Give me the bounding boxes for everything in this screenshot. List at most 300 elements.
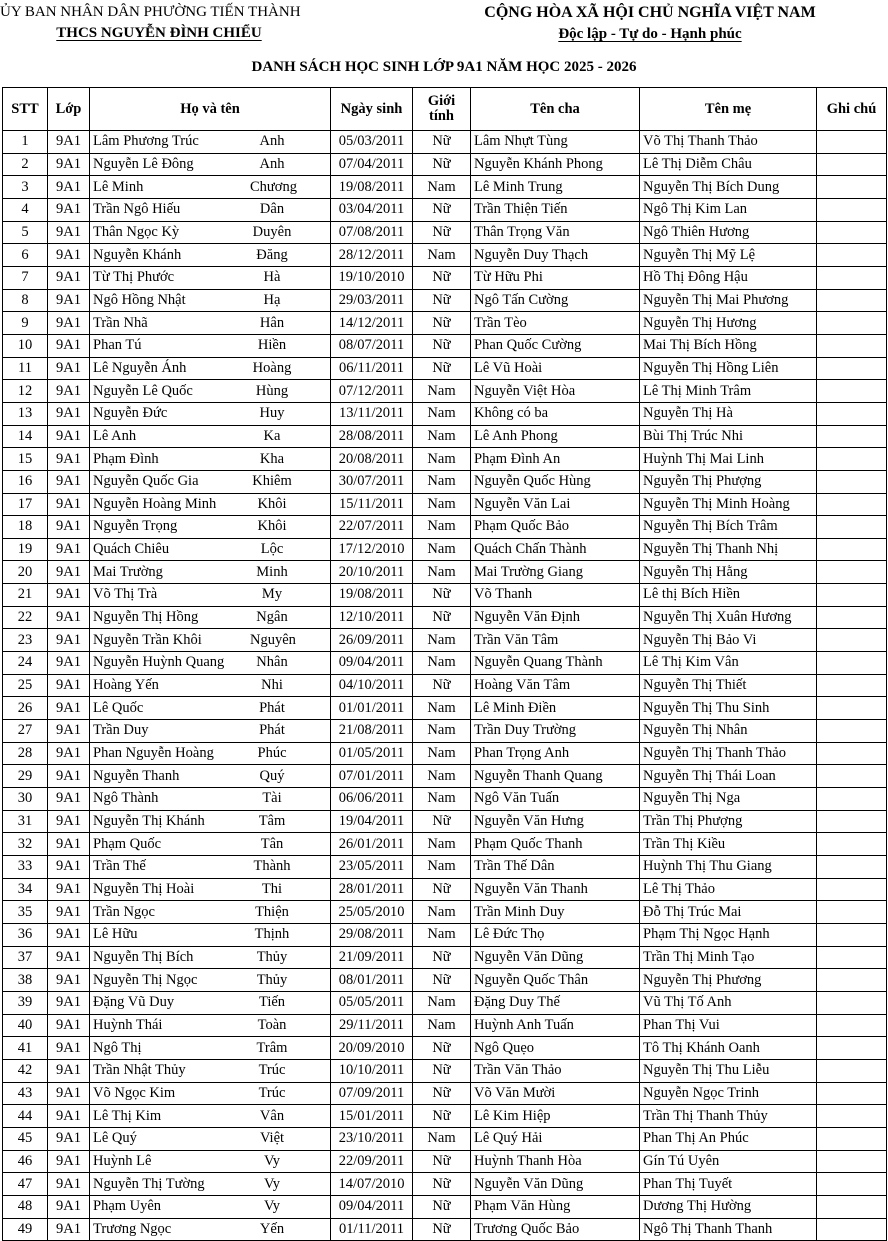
cell-mother: Trần Thị Kiều [640,833,817,856]
gender-header-line2: tính [429,108,454,124]
cell-class: 9A1 [48,289,90,312]
cell-class: 9A1 [48,1014,90,1037]
table-row [3,1082,887,1105]
cell-family-name: Nguyễn Đức [93,405,168,422]
cell-gender: Nữ [413,221,471,244]
cell-stt: 31 [3,810,48,833]
cell-dob: 10/10/2011 [331,1059,413,1082]
cell-mother: Gín Tú Uyên [640,1150,817,1173]
cell-note [817,470,887,493]
cell-father: Nguyễn Văn Dũng [471,946,640,969]
cell-name [90,1173,331,1196]
cell-stt: 14 [3,425,48,448]
cell-class: 9A1 [48,946,90,969]
cell-class: 9A1 [48,788,90,811]
cell-stt: 24 [3,652,48,675]
cell-gender: Nam [413,720,471,743]
cell-class: 9A1 [48,470,90,493]
cell-name [90,244,331,267]
cell-stt: 19 [3,538,48,561]
cell-father: Trần Văn Tâm [471,629,640,652]
cell-class: 9A1 [48,856,90,879]
cell-stt: 16 [3,470,48,493]
cell-father: Nguyễn Quang Thành [471,652,640,675]
cell-dob: 20/10/2011 [331,561,413,584]
cell-given-name: Yến [259,1220,285,1237]
cell-dob: 23/10/2011 [331,1127,413,1150]
cell-mother: Dương Thị Hường [640,1195,817,1218]
cell-name [90,198,331,221]
cell-gender: Nam [413,742,471,765]
cell-father: Nguyễn Thanh Quang [471,765,640,788]
cell-given-name: Thiện [255,903,289,920]
cell-mother: Võ Thị Thanh Thảo [640,131,817,154]
cell-dob: 29/11/2011 [331,1014,413,1037]
cell-stt: 41 [3,1037,48,1060]
cell-family-name: Phạm Quốc [93,835,162,852]
cell-class: 9A1 [48,176,90,199]
student-table [2,87,887,1241]
cell-dob: 07/08/2011 [331,221,413,244]
cell-dob: 29/03/2011 [331,289,413,312]
cell-note [817,833,887,856]
cell-family-name: Nguyễn Thanh [93,767,180,784]
table-row [3,810,887,833]
cell-name [90,788,331,811]
cell-family-name: Võ Thị Trà [93,586,158,603]
cell-gender: Nữ [413,1150,471,1173]
cell-family-name: Quách Chiêu [93,541,170,558]
table-row [3,448,887,471]
table-row [3,470,887,493]
cell-stt: 15 [3,448,48,471]
cell-mother: Nguyễn Thị Hà [640,402,817,425]
cell-stt: 20 [3,561,48,584]
cell-given-name: Thi [261,880,283,897]
cell-given-name: Quý [259,767,285,784]
cell-note [817,629,887,652]
table-row [3,652,887,675]
cell-gender: Nam [413,516,471,539]
table-row [3,1059,887,1082]
cell-name [90,153,331,176]
col-header-dob: Ngày sinh [331,88,413,131]
cell-mother: Phan Thị Vui [640,1014,817,1037]
cell-family-name: Huỳnh Thái [93,1016,163,1033]
cell-gender: Nam [413,652,471,675]
table-row [3,878,887,901]
cell-class: 9A1 [48,266,90,289]
cell-gender: Nam [413,244,471,267]
cell-given-name: Thủy [256,971,288,988]
cell-gender: Nữ [413,606,471,629]
cell-family-name: Nguyễn Thị Bích [93,948,194,965]
school-name: THCS NGUYỄN ĐÌNH CHIỂU [56,25,262,41]
cell-mother: Nguyễn Thị Minh Hoàng [640,493,817,516]
cell-dob: 07/04/2011 [331,153,413,176]
table-row [3,425,887,448]
cell-name [90,516,331,539]
cell-name [90,1082,331,1105]
cell-father: Mai Trường Giang [471,561,640,584]
table-row [3,357,887,380]
cell-note [817,244,887,267]
cell-gender: Nam [413,1014,471,1037]
cell-note [817,198,887,221]
cell-given-name: Khôi [257,495,287,512]
cell-dob: 21/09/2011 [331,946,413,969]
cell-class: 9A1 [48,765,90,788]
cell-father: Phạm Đình An [471,448,640,471]
gender-header-line1: Giới [427,93,456,109]
cell-given-name: Vy [263,1152,281,1169]
cell-stt: 1 [3,131,48,154]
cell-note [817,856,887,879]
cell-mother: Nguyễn Thị Thanh Thảo [640,742,817,765]
cell-mother: Lê Thị Kim Vân [640,652,817,675]
cell-class: 9A1 [48,606,90,629]
table-row [3,584,887,607]
col-header-stt: STT [3,88,48,131]
cell-family-name: Lê Quý [93,1130,137,1147]
cell-family-name: Nguyễn Quốc Gia [93,473,199,490]
document-title: DANH SÁCH HỌC SINH LỚP 9A1 NĂM HỌC 2025 - 2026 [251,59,637,75]
cell-family-name: Trần Ngọc [93,903,155,920]
cell-class: 9A1 [48,131,90,154]
cell-father: Lê Đức Thọ [471,923,640,946]
cell-family-name: Nguyễn Huỳnh Quang [93,654,225,671]
cell-family-name: Nguyễn Lê Đông [93,155,194,172]
cell-note [817,357,887,380]
cell-given-name: Vy [263,1175,281,1192]
cell-class: 9A1 [48,312,90,335]
cell-family-name: Trương Ngọc [93,1220,172,1237]
cell-mother: Lê Thị Diễm Châu [640,153,817,176]
cell-father: Lâm Nhựt Tùng [471,131,640,154]
cell-note [817,538,887,561]
cell-name [90,1218,331,1241]
cell-stt: 43 [3,1082,48,1105]
cell-name [90,131,331,154]
cell-family-name: Lâm Phương Trúc [93,133,199,150]
col-header-name: Họ và tên [90,88,331,131]
cell-gender: Nam [413,991,471,1014]
cell-given-name: Tài [262,790,282,807]
cell-family-name: Nguyễn Thị Hồng [93,609,199,626]
cell-gender: Nữ [413,312,471,335]
cell-dob: 19/08/2011 [331,584,413,607]
cell-family-name: Mai Trường [93,563,163,580]
cell-gender: Nữ [413,1037,471,1060]
cell-father: Huỳnh Anh Tuấn [471,1014,640,1037]
table-row [3,697,887,720]
cell-mother: Nguyễn Thị Thu Sinh [640,697,817,720]
cell-dob: 13/11/2011 [331,402,413,425]
cell-gender: Nam [413,697,471,720]
cell-given-name: Duyên [252,223,292,240]
cell-note [817,991,887,1014]
table-row [3,1150,887,1173]
table-row [3,1195,887,1218]
cell-name [90,969,331,992]
cell-dob: 30/07/2011 [331,470,413,493]
cell-name [90,810,331,833]
cell-father: Lê Minh Điền [471,697,640,720]
cell-name [90,1195,331,1218]
cell-note [817,606,887,629]
cell-stt: 33 [3,856,48,879]
cell-given-name: Hà [263,269,281,286]
cell-given-name: Tân [260,835,284,852]
cell-gender: Nữ [413,153,471,176]
cell-class: 9A1 [48,720,90,743]
cell-dob: 23/05/2011 [331,856,413,879]
cell-gender: Nữ [413,1059,471,1082]
cell-father: Trần Thiện Tiến [471,198,640,221]
cell-class: 9A1 [48,969,90,992]
cell-given-name: My [261,586,283,603]
table-row [3,289,887,312]
cell-mother: Lê thị Bích Hiền [640,584,817,607]
cell-gender: Nam [413,765,471,788]
cell-class: 9A1 [48,991,90,1014]
cell-father: Đặng Duy Thế [471,991,640,1014]
cell-gender: Nữ [413,1218,471,1241]
table-row [3,606,887,629]
cell-family-name: Ngô Hồng Nhật [93,291,186,308]
cell-given-name: Hạ [263,291,281,308]
cell-note [817,493,887,516]
cell-class: 9A1 [48,357,90,380]
cell-gender: Nam [413,923,471,946]
cell-note [817,1173,887,1196]
cell-class: 9A1 [48,1105,90,1128]
cell-stt: 22 [3,606,48,629]
cell-name [90,606,331,629]
cell-dob: 01/05/2011 [331,742,413,765]
cell-family-name: Trần Nhã [93,314,148,331]
cell-mother: Đỗ Thị Trúc Mai [640,901,817,924]
cell-stt: 36 [3,923,48,946]
cell-father: Võ Văn Mười [471,1082,640,1105]
cell-dob: 05/05/2011 [331,991,413,1014]
cell-gender: Nữ [413,357,471,380]
cell-gender: Nữ [413,969,471,992]
cell-father: Nguyễn Việt Hòa [471,380,640,403]
cell-name [90,470,331,493]
cell-mother: Ngô Thị Kim Lan [640,198,817,221]
cell-family-name: Huỳnh Lê [93,1152,152,1169]
cell-name [90,448,331,471]
cell-name [90,402,331,425]
cell-gender: Nam [413,425,471,448]
cell-mother: Nguyễn Thị Thái Loan [640,765,817,788]
cell-dob: 14/12/2011 [331,312,413,335]
cell-family-name: Nguyễn Thị Tường [93,1175,205,1192]
cell-gender: Nam [413,856,471,879]
table-row [3,1127,887,1150]
cell-stt: 30 [3,788,48,811]
col-header-note: Ghi chú [817,88,887,131]
cell-note [817,1195,887,1218]
cell-mother: Lê Thị Thảo [640,878,817,901]
cell-gender: Nữ [413,1173,471,1196]
cell-note [817,221,887,244]
cell-family-name: Nguyễn Hoàng Minh [93,495,217,512]
cell-family-name: Nguyễn Thị Khánh [93,813,205,830]
cell-gender: Nữ [413,584,471,607]
table-row [3,742,887,765]
cell-father: Phạm Quốc Bảo [471,516,640,539]
table-row [3,1173,887,1196]
cell-gender: Nữ [413,1082,471,1105]
cell-mother: Huỳnh Thị Mai Linh [640,448,817,471]
cell-note [817,1082,887,1105]
cell-class: 9A1 [48,244,90,267]
cell-father: Quách Chấn Thành [471,538,640,561]
cell-note [817,810,887,833]
cell-family-name: Nguyễn Lê Quốc [93,382,193,399]
cell-name [90,289,331,312]
cell-given-name: Ka [263,427,281,444]
cell-gender: Nữ [413,198,471,221]
cell-name [90,312,331,335]
cell-note [817,448,887,471]
table-row [3,380,887,403]
cell-father: Thân Trọng Văn [471,221,640,244]
table-row [3,856,887,879]
cell-mother: Bùi Thị Trúc Nhi [640,425,817,448]
cell-mother: Lê Thị Minh Trâm [640,380,817,403]
cell-dob: 06/11/2011 [331,357,413,380]
cell-family-name: Đặng Vũ Duy [93,994,175,1011]
cell-stt: 3 [3,176,48,199]
cell-stt: 28 [3,742,48,765]
cell-father: Ngô Văn Tuấn [471,788,640,811]
cell-stt: 44 [3,1105,48,1128]
cell-father: Phan Trọng Anh [471,742,640,765]
cell-stt: 47 [3,1173,48,1196]
cell-dob: 09/04/2011 [331,652,413,675]
cell-mother: Nguyễn Thị Thanh Nhị [640,538,817,561]
cell-gender: Nam [413,901,471,924]
cell-gender: Nam [413,538,471,561]
cell-name [90,878,331,901]
cell-family-name: Võ Ngọc Kim [93,1084,176,1101]
cell-stt: 13 [3,402,48,425]
cell-family-name: Ngô Thị [93,1039,142,1056]
cell-stt: 26 [3,697,48,720]
cell-mother: Mai Thị Bích Hồng [640,334,817,357]
cell-father: Ngô Quẹo [471,1037,640,1060]
cell-given-name: Việt [259,1130,285,1147]
cell-given-name: Phát [259,699,285,716]
cell-father: Lê Kim Hiệp [471,1105,640,1128]
cell-gender: Nam [413,176,471,199]
cell-note [817,380,887,403]
table-row [3,969,887,992]
cell-class: 9A1 [48,153,90,176]
cell-family-name: Phạm Uyên [93,1198,162,1215]
cell-name [90,652,331,675]
cell-note [817,946,887,969]
cell-name [90,833,331,856]
cell-family-name: Phan Nguyễn Hoàng [93,745,214,762]
cell-gender: Nữ [413,334,471,357]
table-row [3,629,887,652]
col-header-father: Tên cha [471,88,640,131]
cell-dob: 09/04/2011 [331,1195,413,1218]
cell-gender: Nữ [413,878,471,901]
cell-gender: Nam [413,1127,471,1150]
cell-given-name: Toàn [257,1016,287,1033]
cell-stt: 6 [3,244,48,267]
cell-family-name: Lê Quốc [93,699,144,716]
cell-class: 9A1 [48,697,90,720]
cell-given-name: Nguyên [250,631,296,648]
cell-family-name: Nguyễn Thị Hoài [93,880,195,897]
cell-name [90,584,331,607]
cell-mother: Ngô Thị Thanh Thanh [640,1218,817,1241]
cell-given-name: Khôi [257,518,287,535]
table-row [3,516,887,539]
cell-mother: Nguyễn Ngọc Trinh [640,1082,817,1105]
cell-given-name: Minh [256,563,288,580]
table-row [3,221,887,244]
cell-class: 9A1 [48,629,90,652]
cell-given-name: Nhi [261,677,283,694]
cell-father: Lê Anh Phong [471,425,640,448]
cell-name [90,1037,331,1060]
cell-class: 9A1 [48,652,90,675]
cell-family-name: Trần Nhật Thủy [93,1062,186,1079]
cell-gender: Nữ [413,946,471,969]
table-row [3,266,887,289]
cell-given-name: Tiến [258,994,286,1011]
national-title: CỘNG HÒA XÃ HỘI CHỦ NGHĨA VIỆT NAM [484,4,816,21]
cell-class: 9A1 [48,674,90,697]
cell-father: Nguyễn Văn Lai [471,493,640,516]
cell-dob: 08/01/2011 [331,969,413,992]
cell-father: Nguyễn Duy Thạch [471,244,640,267]
cell-given-name: Phát [259,722,285,739]
cell-stt: 25 [3,674,48,697]
cell-class: 9A1 [48,1127,90,1150]
cell-given-name: Huy [259,405,285,422]
cell-dob: 20/09/2010 [331,1037,413,1060]
cell-father: Trần Thế Dân [471,856,640,879]
cell-stt: 40 [3,1014,48,1037]
cell-given-name: Hân [259,314,285,331]
cell-name [90,266,331,289]
cell-note [817,561,887,584]
cell-stt: 5 [3,221,48,244]
cell-name [90,357,331,380]
cell-note [817,1014,887,1037]
cell-gender: Nam [413,380,471,403]
cell-family-name: Phạm Đình [93,450,159,467]
cell-stt: 12 [3,380,48,403]
cell-father: Không có ba [471,402,640,425]
cell-mother: Nguyễn Thị Xuân Hương [640,606,817,629]
table-row [3,493,887,516]
cell-class: 9A1 [48,1037,90,1060]
cell-given-name: Đăng [256,246,288,263]
cell-dob: 01/11/2011 [331,1218,413,1241]
cell-given-name: Trúc [258,1062,286,1079]
cell-father: Lê Vũ Hoài [471,357,640,380]
cell-class: 9A1 [48,1082,90,1105]
